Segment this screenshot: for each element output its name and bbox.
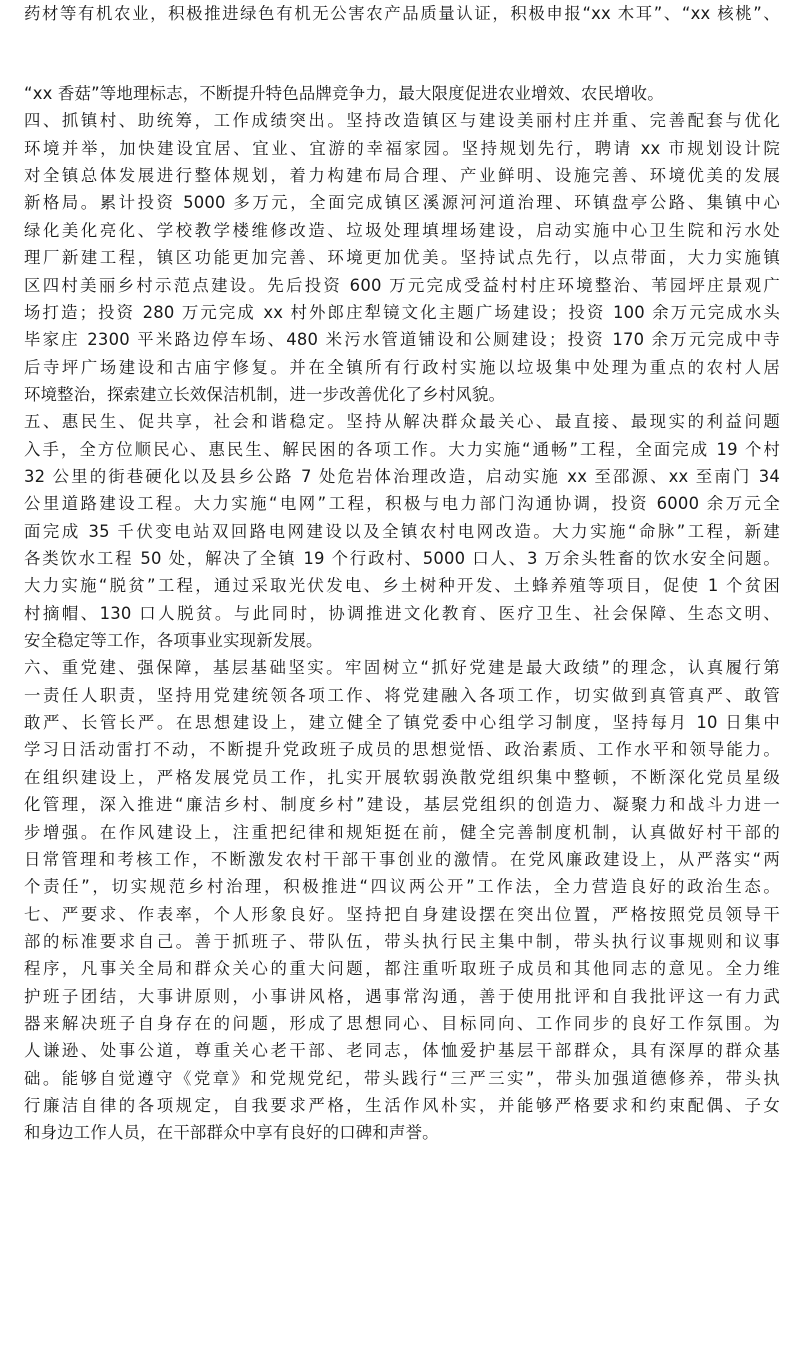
text-line: 程序，凡事关全局和群众关心的重大问题，都注重听取班子成员和其他同志的意见。全力维 [24,959,780,979]
text-line: 32 公里的街巷硬化以及县乡公路 7 处危岩体治理改造，启动实施 xx 至邵源、xx 至南门 34 [24,466,780,486]
text-line: 一责任人职责，坚持用党建统领各项工作、将党建融入各项工作，切实做到真管真严、敢管 [24,685,780,705]
text-line: 公里道路建设工程。大力实施“电网”工程，积极与电力部门沟通协调，投资 6000 余万元全 [24,494,780,514]
text-line: 人谦逊、处事公道，尊重关心老干部、老同志，体恤爱护基层干部群众，具有深厚的群众基 [24,1041,780,1061]
text-line: 六、重党建、强保障，基层基础坚实。牢固树立“抓好党建是最大政绩”的理念，认真履行第 [24,658,780,678]
text-line: 村摘帽、130 口人脱贫。与此同时，协调推进文化教育、医疗卫生、社会保障、生态文明、 [24,603,780,623]
text-line: 部的标准要求自己。善于抓班子、带队伍，带头执行民主集中制，带头执行议事规则和议事 [24,931,780,951]
text-line: 个责任”，切实规范乡村治理，积极推进“四议两公开”工作法，全力营造良好的政治生态。 [24,877,780,897]
text-line: 面完成 35 千伏变电站双回路电网建设以及全镇农村电网改造。大力实施“命脉”工程，新建 [24,521,780,541]
text-line: “xx 香菇”等地理标志，不断提升特色品牌竞争力，最大限度促进农业增效、农民增收。 [24,84,664,103]
text-line: 四、抓镇村、助统筹，工作成绩突出。坚持改造镇区与建设美丽村庄并重、完善配套与优化 [24,111,780,131]
text-line: 学习日活动雷打不动，不断提升党政班子成员的思想觉悟、政治素质、工作水平和领导能力。 [24,740,780,760]
text-line: 敢严、长管长严。在思想建设上，建立健全了镇党委中心组学习制度，坚持每月 10 日集中 [24,713,780,733]
text-line: 毕家庄 2300 平米路边停车场、480 米污水管道铺设和公厕建设；投资 170 余万元完成中寺 [24,330,780,350]
text-line-top: 药材等有机农业，积极推进绿色有机无公害农产品质量认证，积极申报“xx 木耳”、“xx 核桃”、 [24,4,780,23]
text-line: 五、惠民生、促共享，社会和谐稳定。坚持从解决群众最关心、最直接、最现实的利益问题 [24,412,780,432]
text-line: 各类饮水工程 50 处，解决了全镇 19 个行政村、5000 口人、3 万余头牲畜的饮水安全问题。 [24,549,780,568]
text-line: 场打造；投资 280 万元完成 xx 村外郎庄犁镜文化主题广场建设；投资 100 余万元完成水头 [24,302,780,322]
text-line: 在组织建设上，严格发展党员工作，扎实开展软弱涣散党组织集中整顿，不断深化党员星级 [24,767,780,787]
text-line: 大力实施“脱贫”工程，通过采取光伏发电、乡土树种开发、土蜂养殖等项目，促使 1 个贫困 [24,576,780,596]
text-line: 环境整治，探索建立长效保洁机制，进一步改善优化了乡村风貌。 [24,384,506,404]
text-line: 器来解决班子自身存在的问题，形成了思想同心、目标同向、工作同步的良好工作氛围。为 [24,1013,780,1033]
text-line: 环境并举，加快建设宜居、宜业、宜游的幸福家园。坚持规划先行，聘请 xx 市规划设计院 [24,138,780,158]
text-line: 绿化美化亮化、学校教学楼维修改造、垃圾处理填埋场建设，启动实施中心卫生院和污水处 [24,220,780,240]
text-line: 护班子团结，大事讲原则，小事讲风格，遇事常沟通，善于使用批评和自我批评这一有力武 [24,986,780,1006]
text-line: 日常管理和考核工作，不断激发农村干部干事创业的激情。在党风廉政建设上，从严落实“两 [24,849,780,869]
text-line: 七、严要求、作表率，个人形象良好。坚持把自身建设摆在突出位置，严格按照党员领导干 [24,904,780,924]
text-line: 区四村美丽乡村示范点建设。先后投资 600 万元完成受益村村庄环境整治、苇园坪庄景观广 [24,275,780,295]
text-line: 和身边工作人员，在干部群众中享有良好的口碑和声誉。 [24,1123,439,1143]
text-line: 理厂新建工程，镇区功能更加完善、环境更加优美。坚持试点先行，以点带面，大力实施镇 [24,248,780,268]
text-line: 入手，全方位顺民心、惠民生、解民困的各项工作。大力实施“通畅”工程，全面完成 19 个村 [24,439,780,459]
text-line: 后寺坪广场建设和古庙宇修复。并在全镇所有行政村实施以垃圾集中处理为重点的农村人居 [24,357,780,377]
text-line: 行廉洁自律的各项规定，自我要求严格，生活作风朴实，并能够严格要求和约束配偶、子女 [24,1096,780,1115]
text-line: 安全稳定等工作，各项事业实现新发展。 [24,631,323,650]
text-line: 新格局。累计投资 5000 多万元，全面完成镇区溪源河河道治理、环镇盘亭公路、集镇中心 [24,193,780,213]
text-line: 础。能够自觉遵守《党章》和党规党纪，带头践行“三严三实”，带头加强道德修养，带头执 [24,1068,780,1088]
text-line: 对全镇总体发展进行整体规划，着力构建布局合理、产业鲜明、设施完善、环境优美的发展 [24,166,780,186]
text-line: 化管理，深入推进“廉洁乡村、制度乡村”建设，基层党组织的创造力、凝聚力和战斗力进一 [24,795,780,815]
text-line: 步增强。在作风建设上，注重把纪律和规矩挺在前，健全完善制度机制，认真做好村干部的 [24,822,780,842]
